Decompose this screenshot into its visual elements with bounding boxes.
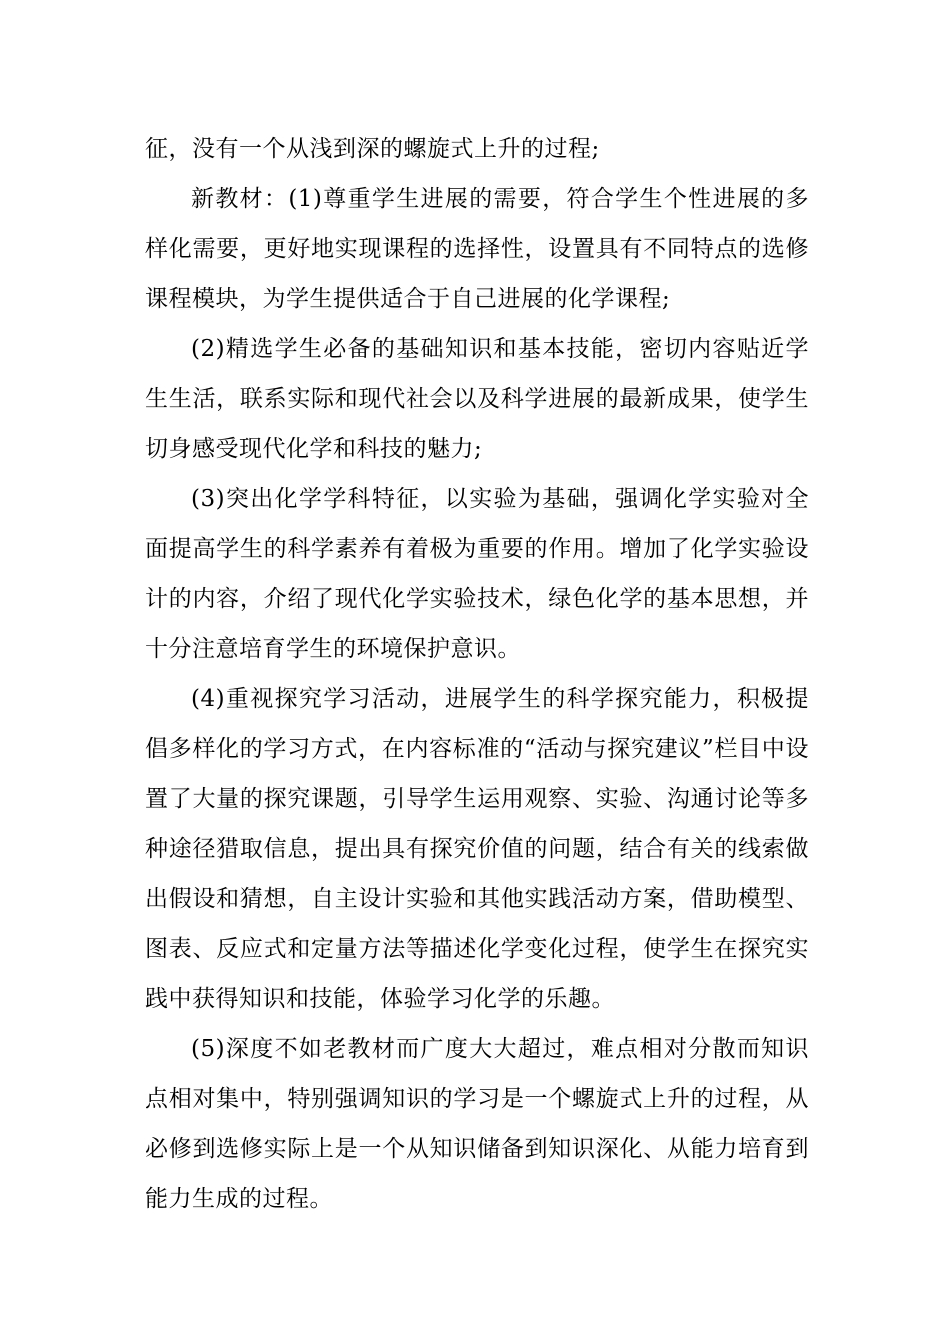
paragraph-item-2: (2)精选学生必备的基础知识和基本技能，密切内容贴近学生生活，联系实际和现代社会以及科学进展的最新成果，使学生切身感受现代化学和科技的魅力; (145, 336, 809, 462)
paragraph-new-textbook-1: 新教材：(1)尊重学生进展的需要，符合学生个性进展的多样化需要，更好地实现课程的选择性，设置具有不同特点的选修课程模块，为学生提供适合于自己进展的化学课程; (145, 186, 809, 312)
paragraph-item-5: (5)深度不如老教材而广度大大超过，难点相对分散而知识点相对集中，特别强调知识的学习是一个螺旋式上升的过程，从必修到选修实际上是一个从知识储备到知识深化、从能力培育到能力生成的过程。 (145, 1036, 809, 1212)
paragraph-item-4: (4)重视探究学习活动，进展学生的科学探究能力，积极提倡多样化的学习方式，在内容标准的“活动与探究建议”栏目中设置了大量的探究课题，引导学生运用观察、实验、沟通讨论等多种途径猎取信息，提出具有探究价值的问题，结合有关的线索做出假设和猜想，自主设计实验和其他实践活动方案，借助模型、图表、反应式和定量方法等描述化学变化过程，使学生在探究实践中获得知识和技能，体验学习化学的乐趣。 (145, 686, 809, 1012)
paragraph-item-3: (3)突出化学学科特征，以实验为基础，强调化学实验对全面提高学生的科学素养有着极为重要的作用。增加了化学实验设计的内容，介绍了现代化学实验技术，绿色化学的基本思想，并十分注意培育学生的环境保护意识。 (145, 486, 809, 662)
document-body (145, 124, 809, 1224)
paragraph-continuation: 征，没有一个从浅到深的螺旋式上升的过程; (145, 136, 600, 162)
